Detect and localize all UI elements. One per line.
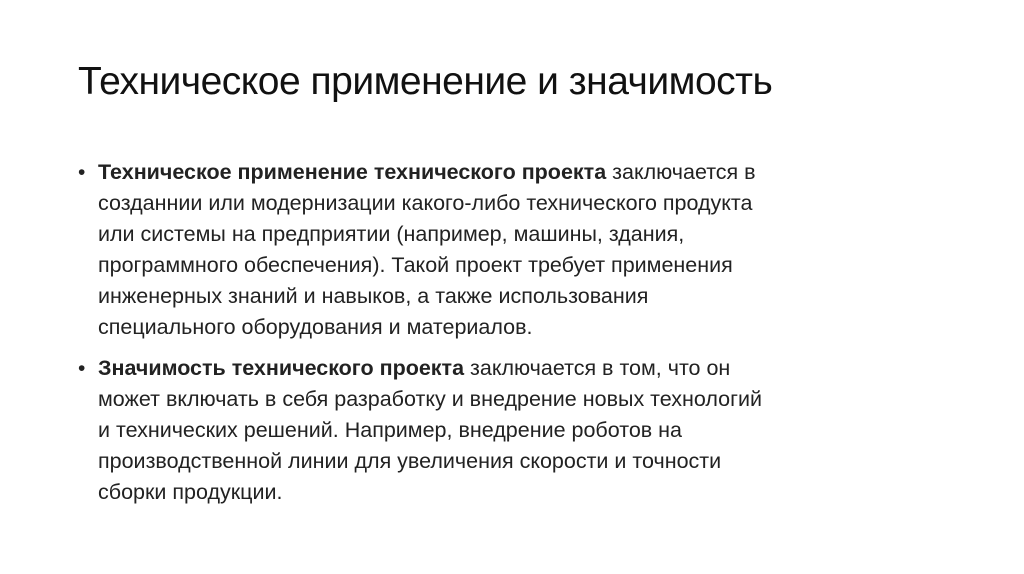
bullet-bold-lead: Техническое применение технического проекта <box>98 160 607 184</box>
bullet-line: или системы на предприятии (например, машины, здания, <box>98 222 685 246</box>
bullet-icon: • <box>78 357 86 380</box>
slide-content <box>78 157 958 518</box>
bullet-line <box>98 353 958 384</box>
bullet-item-significance <box>78 353 958 508</box>
slide-title: Техническое применение и значимость <box>78 60 773 103</box>
bullet-line: инженерных знаний и навыков, а также использования <box>98 284 649 308</box>
bullet-text: заключается в <box>606 160 756 184</box>
bullet-bold-lead: Значимость технического проекта <box>98 356 465 380</box>
bullet-line: программного обеспечения). Такой проект требует применения <box>98 253 733 277</box>
bullet-line: сборки продукции. <box>98 480 283 504</box>
bullet-text: заключается в том, что он <box>464 356 731 380</box>
bullet-line: и технических решений. Например, внедрение роботов на <box>98 418 683 442</box>
bullet-item-technical-application <box>78 157 958 343</box>
bullet-line: специального оборудования и материалов. <box>98 315 533 339</box>
bullet-line <box>98 157 958 188</box>
bullet-line: может включать в себя разработку и внедрение новых технологий <box>98 387 762 411</box>
bullet-line: производственной линии для увеличения скорости и точности <box>98 449 722 473</box>
bullet-line: созданнии или модернизации какого-либо технического продукта <box>98 191 753 215</box>
bullet-icon: • <box>78 161 86 184</box>
